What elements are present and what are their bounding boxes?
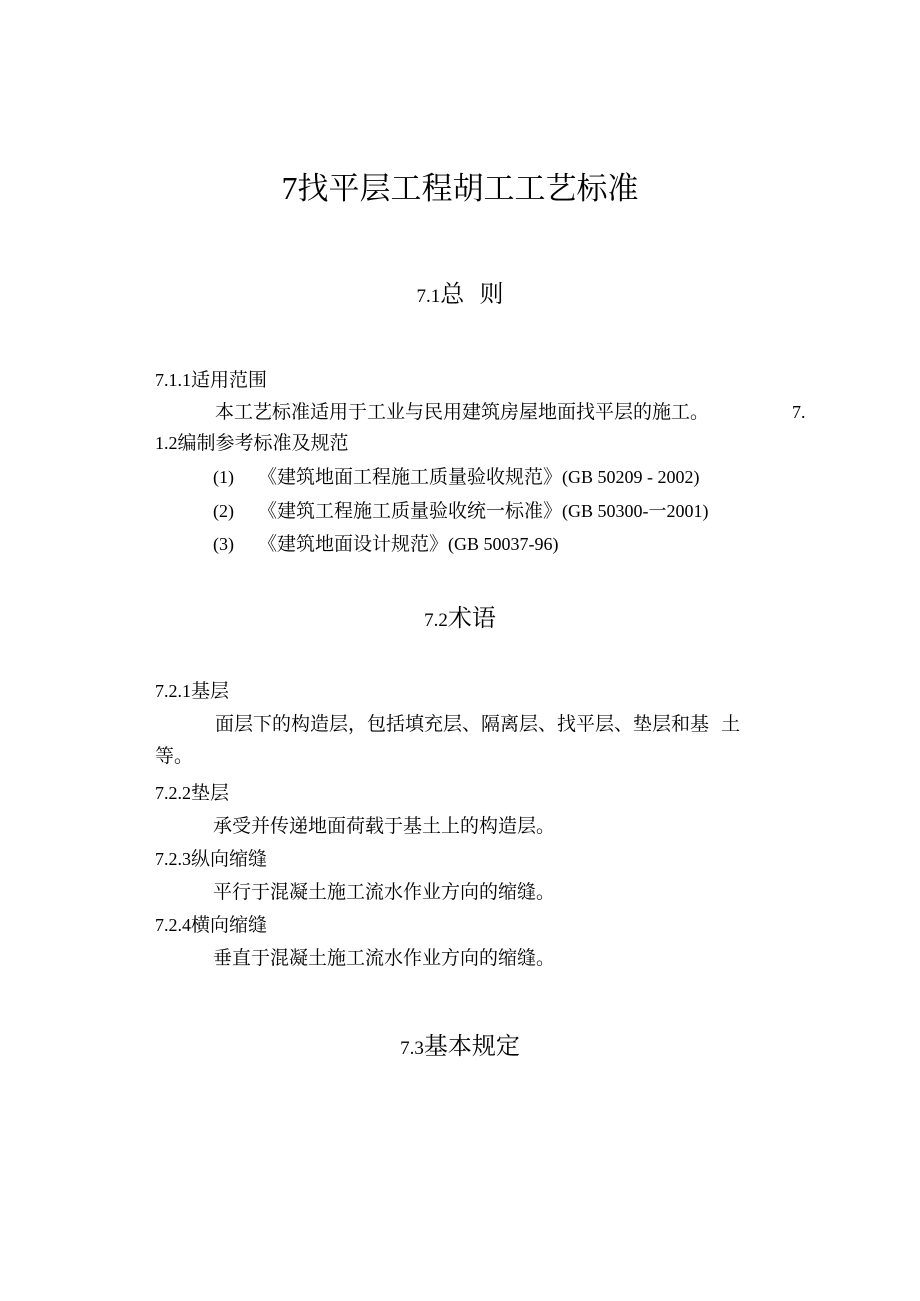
clause-7-1-1: [155, 366, 267, 394]
clause-7-1-2: [155, 429, 349, 457]
reference-number: (2): [213, 501, 234, 521]
reference-item: [213, 463, 700, 491]
term-definition: 垂直于混凝土施工流水作业方向的缩缝。: [213, 947, 556, 969]
clause-label: 适用范围: [191, 369, 268, 391]
term-definition: 平行于混凝土施工流水作业方向的缩缝。: [213, 881, 556, 903]
reference-code: (GB 50037-96): [448, 534, 559, 554]
term-7-2-4: [155, 911, 267, 939]
reference-title: 《建筑地面工程施工质量验收规范》: [258, 466, 563, 488]
section-number: 7.2: [424, 610, 448, 631]
reference-code: (GB 50209 - 2002): [562, 467, 700, 487]
section-title: 术语: [447, 604, 496, 632]
clause-number: 7.1.1: [155, 370, 191, 390]
reference-title: 《建筑地面设计规范》: [258, 533, 449, 555]
section-title: 基本规定: [423, 1032, 520, 1060]
clause-7-1-1-body: [215, 398, 709, 426]
section-number: 7.1: [416, 286, 441, 307]
reference-number: (3): [213, 534, 234, 554]
term-definition-continued: 等。: [155, 745, 194, 767]
clause-number: 1.2: [155, 433, 178, 453]
reference-number: (1): [213, 467, 234, 487]
term-7-2-3: [155, 845, 267, 873]
term-definition: 面层下的构造层，包括填充层、隔离层、找平层、垫层和基 土: [215, 713, 741, 735]
section-heading-7-1: [0, 278, 920, 313]
term-number: 7.2.2: [155, 783, 191, 803]
reference-item: [213, 530, 559, 558]
reference-code: (GB 50300-一2001): [562, 501, 709, 521]
term-number: 7.2.3: [155, 849, 191, 869]
section-number: 7.3: [400, 1038, 424, 1059]
clause-7-1-2-number-start: 7.: [792, 402, 806, 422]
term-7-2-2: [155, 779, 229, 807]
paragraph-text: 本工艺标准适用于工业与民用建筑房屋地面找平层的施工。: [215, 401, 710, 423]
section-heading-7-3: [0, 1030, 920, 1065]
clause-label: 编制参考标准及规范: [177, 432, 349, 454]
reference-item: [213, 497, 709, 525]
section-title: 总 则: [440, 280, 504, 308]
title-text: 找平层工程胡工工艺标准: [297, 171, 639, 207]
term-label: 基层: [191, 680, 230, 702]
section-heading-7-2: [0, 602, 920, 637]
term-label: 纵向缩缝: [191, 848, 268, 870]
term-label: 横向缩缝: [191, 914, 268, 936]
page-title: [0, 168, 920, 209]
term-label: 垫层: [191, 782, 230, 804]
term-7-2-1: [155, 677, 229, 705]
term-number: 7.2.1: [155, 681, 191, 701]
title-number: 7: [281, 170, 298, 206]
term-definition: 承受并传递地面荷载于基土上的构造层。: [213, 815, 556, 837]
reference-title: 《建筑工程施工质量验收统一标准》: [258, 500, 563, 522]
term-number: 7.2.4: [155, 915, 191, 935]
